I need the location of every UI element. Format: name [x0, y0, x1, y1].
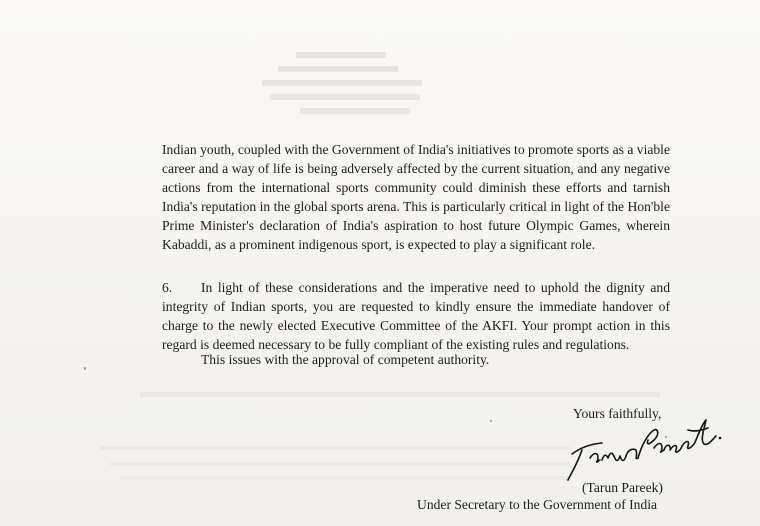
paper-speck — [665, 436, 667, 438]
handwritten-signature — [558, 400, 728, 490]
signer-name: (Tarun Pareek) — [582, 480, 663, 495]
paper-speck — [490, 420, 492, 422]
paragraph-number: 6. — [162, 279, 173, 295]
paragraph-6-text: In light of these considerations and the imperative need to uphold the dignity and integrity of Indian sports, you are requested to kindly ensure the immediate handover of charge to the newly elected Executive Committee of the AKFI. Your prompt action in this regard is deemed necessary to be fully compliant of the existing rules and regulations. — [162, 279, 670, 352]
paragraph-continued: Indian youth, coupled with the Government of India's initiatives to promote sports as a viable career and a way of life is being adversely affected by the current situation, and any negative actions from the international sports community could diminish these efforts and tarnish India's reputation in the global sports arena. This is particularly critical in light of the Hon'ble Prime Minister's declaration of India's aspiration to host future Olympic Games, wherein Kabaddi, as a prominent indigenous sport, is expected to play a significant role. — [162, 141, 670, 252]
paragraph-6 — [162, 278, 670, 354]
signer-designation: Under Secretary to the Government of India — [417, 497, 658, 512]
approval-line: This issues with the approval of competent authority. — [201, 352, 490, 367]
paper-speck — [84, 367, 86, 370]
closing-salutation: Yours faithfully, — [573, 406, 662, 421]
